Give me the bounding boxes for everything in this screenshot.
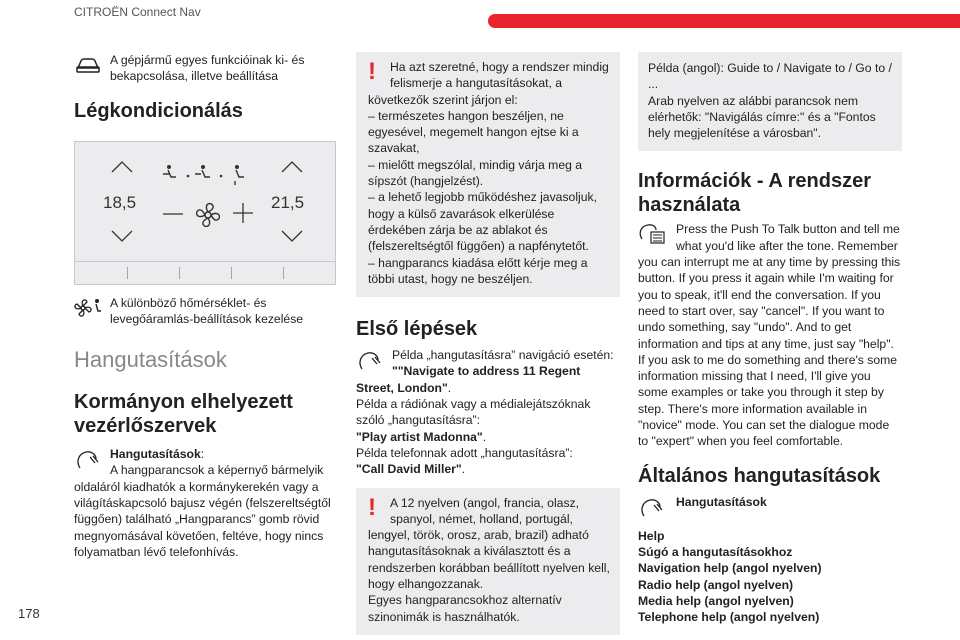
command-item: Telephone help (angol nyelven) xyxy=(638,610,820,625)
radio-example-cmd: "Play artist Madonna" xyxy=(356,429,483,444)
chevron-up-icon[interactable] xyxy=(111,160,133,174)
fan-icon[interactable] xyxy=(193,200,223,230)
heading-steering: Kormányon elhelyezett vezérlőszervek xyxy=(74,391,293,438)
heading-ac: Légkondicionálás xyxy=(74,99,243,122)
nav-example-end: . xyxy=(447,380,452,395)
command-item: Radio help (angol nyelven) xyxy=(638,577,794,592)
general-label-row xyxy=(638,494,902,524)
phone-example-cmd: "Call David Miller" xyxy=(356,462,462,477)
voice-commands-row xyxy=(74,446,336,479)
info-row xyxy=(638,221,902,254)
radio-example-label: Példa a rádiónak vagy a médialejátszóknak szóló „hangutasításra”: xyxy=(356,397,591,428)
intro-text: A gépjármű egyes funkcióinak ki- és bekapcsolása, illetve beállítása xyxy=(110,53,305,84)
minus-icon[interactable] xyxy=(163,212,183,216)
voice-icon xyxy=(638,496,666,518)
radio-example-end: . xyxy=(482,429,487,444)
chevron-down-icon[interactable] xyxy=(281,229,303,243)
chevron-up-icon[interactable] xyxy=(281,160,303,174)
column-2 xyxy=(356,52,620,635)
page-number: 178 xyxy=(18,606,40,621)
plus-icon[interactable] xyxy=(233,203,253,223)
info-rest: you can interrupt me at any time by pressing this button. If you press it again while I'm waiting for you to speak, it'll end the conversation. If you need to start over, say "cancel". If you want to undo something, say "undo". And to get information and tips at any time, just say "help". If you ask to me do something and there's some information missing that I need, I'll give you some examples or take you through it step by step. There's more information available in "novice" mode. You can set the dialogue mode to "expert" when you feel comfortable. xyxy=(638,255,901,449)
temp-left: 18,5 xyxy=(103,192,137,212)
ac-caption: A különböző hőmérséklet- és levegőáramlás-beállítások kezelése xyxy=(110,295,304,326)
command-list xyxy=(638,528,902,626)
nav-example-label: Példa „hangutasításra” navigáció esetén: xyxy=(392,348,614,363)
voice-icon xyxy=(74,448,102,470)
warning1-item: – a lehető legjobb működéshez javasoljuk, hogy a külső zavarások elkerülése érdekében zárja be az ablakot és (felszereltségtől függően) a napfénytetőt. xyxy=(368,190,598,254)
general-label: Hangutasítások xyxy=(676,494,767,509)
warning1-item: – hangparancs kiadása előtt kérje meg a többi utast, hogy ne beszéljen. xyxy=(368,255,588,286)
note-box xyxy=(638,52,902,151)
warning2-rest: lengyel, török, orosz, arab, brazil) adható hangutasításoknak a kiválasztott és a rendszerben korábban beállított nyelven kell, hogy elhangozzanak. xyxy=(368,528,610,592)
heading-info: Információk - A rendszer használata xyxy=(638,170,872,217)
chevron-down-icon[interactable] xyxy=(111,229,133,243)
header-title: CITROËN Connect Nav xyxy=(74,5,201,19)
exclamation-icon: ! xyxy=(368,493,376,521)
airflow-modes-icon[interactable] xyxy=(163,164,255,186)
fan-settings-icon xyxy=(74,297,102,319)
ac-panel xyxy=(74,141,336,285)
voice-icon xyxy=(356,349,384,371)
note-line-1: Példa (angol): Guide to / Navigate to / Go to / ... xyxy=(648,61,892,92)
header-accent-bar xyxy=(488,14,960,28)
warning2-extra: Egyes hangparancsokhoz alternatív szinonimák is használhatók. xyxy=(368,593,562,624)
warning1-rest: következők szerint járjon el: xyxy=(368,92,518,107)
command-item: Media help (angol nyelven) xyxy=(638,593,794,608)
nav-example-cmd: ""Navigate to address 11 Regent Street, London" xyxy=(356,364,581,395)
voice-keyboard-icon xyxy=(638,223,666,245)
temp-right: 21,5 xyxy=(271,192,305,212)
voice-text-first: A hangparancsok a képernyő bármelyik xyxy=(110,463,324,478)
phone-example-label: Példa telefonnak adott „hangutasításra”: xyxy=(356,445,573,460)
car-icon xyxy=(74,54,102,76)
command-item: Navigation help (angol nyelven) xyxy=(638,561,822,576)
ac-caption-row xyxy=(74,295,336,328)
phone-example-end: . xyxy=(461,462,466,477)
warning1-item: – természetes hangon beszéljen, ne egyesével, megemelt hangon ejtse ki a szavakat, xyxy=(368,108,579,156)
column-1 xyxy=(74,52,336,560)
heading-first-steps: Első lépések xyxy=(356,318,478,341)
column-3 xyxy=(638,52,902,625)
heading-general: Általános hangutasítások xyxy=(638,464,881,487)
intro-row xyxy=(74,52,336,85)
section-title: Hangutasítások xyxy=(74,347,227,373)
command-item: Súgó a hangutasításokhoz xyxy=(638,544,793,559)
nav-example-row xyxy=(356,347,620,363)
voice-label: Hangutasítások xyxy=(110,447,201,462)
warning1-first: Ha azt szeretné, hogy a rendszer mindig felismerje a hangutasításokat, a xyxy=(390,60,609,91)
warning-box-1 xyxy=(356,52,620,297)
command-item: Help xyxy=(638,528,665,543)
warning1-item: – mielőtt megszólal, mindig várja meg a sípszót (hangjelzést). xyxy=(368,157,583,189)
info-first: Press the Push To Talk button and tell me what you'd like after the tone. Remember xyxy=(676,222,900,253)
warning-box-2 xyxy=(356,488,620,635)
note-line-2: Arab nyelven az alábbi parancsok nem elérhetők: "Navigálás címre:" és a "Fontos hely megjelenítése a városban". xyxy=(648,93,876,141)
warning2-first: A 12 nyelven (angol, francia, olasz, spanyol, német, holland, portugál, xyxy=(390,495,580,526)
ac-bottom-strip xyxy=(75,261,335,284)
exclamation-icon: ! xyxy=(368,58,376,85)
voice-colon: : xyxy=(200,447,205,462)
voice-text-rest: oldaláról kiadhatók a kormánykerekén vagy a világításkapcsoló bajusz végén (felszereltségtől függően) található „Hangparancs” gomb rövid megnyomásával követően, feltéve, hogy nincs folyamatban lévő telefonhívás. xyxy=(74,479,331,559)
